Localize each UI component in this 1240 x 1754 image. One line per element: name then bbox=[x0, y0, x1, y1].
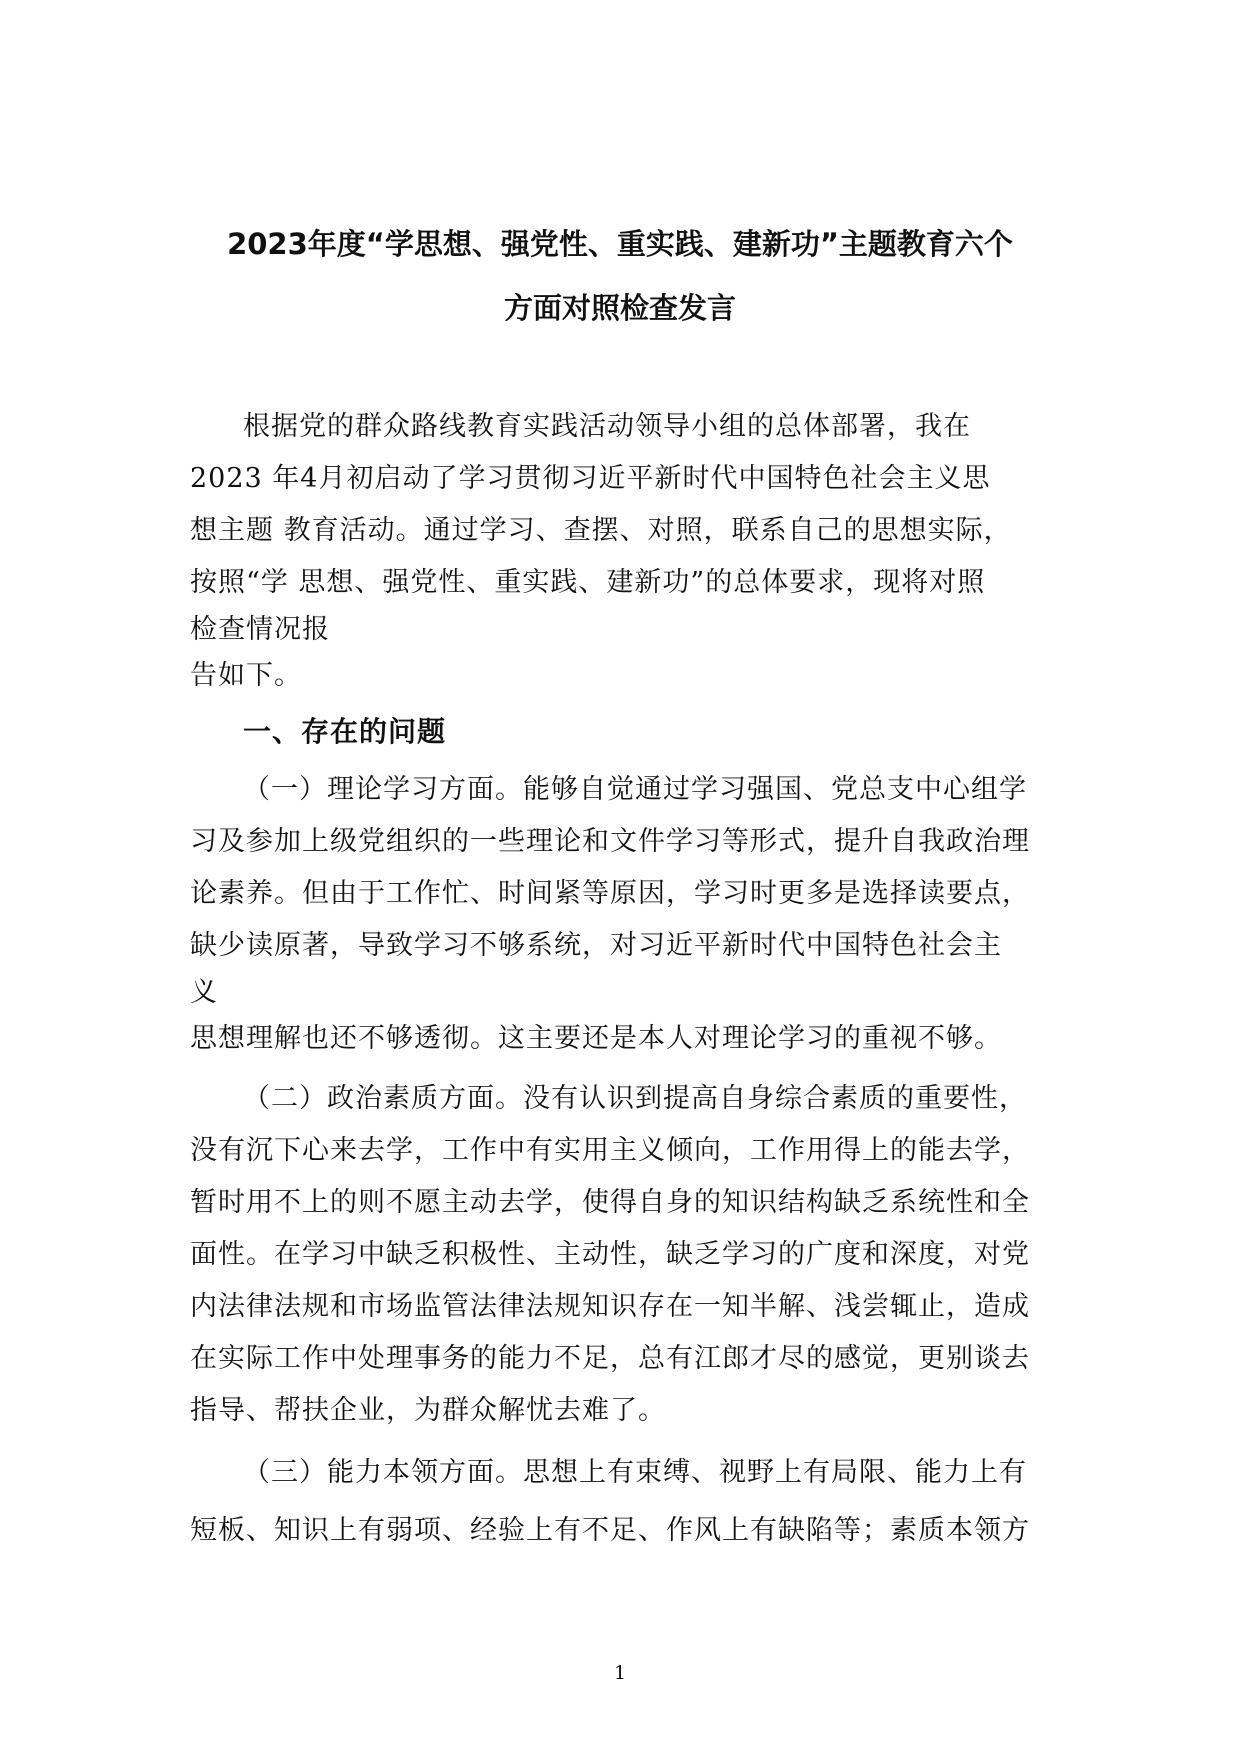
theory-study-line-6: 思想理解也还不够透彻。这主要还是本人对理论学习的重视不够。 bbox=[190, 1023, 1002, 1054]
theory-study-line-2: 习及参加上级党组织的一些理论和文件学习等形式，提升自我政治理 bbox=[190, 826, 1030, 857]
political-quality-line-6: 在实际工作中处理事务的能力不足，总有江郎才尽的感觉，更别谈去 bbox=[190, 1343, 1030, 1374]
section-heading: 一、存在的问题 bbox=[243, 715, 447, 748]
theory-study-line-1: （一）理论学习方面。能够自觉通过学习强国、党总支中心组学 bbox=[243, 774, 1027, 805]
ability-line-1: （三）能力本领方面。思想上有束缚、视野上有局限、能力上有 bbox=[243, 1457, 1027, 1488]
intro-line-6: 告如下。 bbox=[190, 660, 302, 691]
intro-line-4: 按照“学 思想、强党性、重实践、建新功”的总体要求，现将对照 bbox=[190, 567, 986, 598]
intro-line-2: 2023 年4月初启动了学习贯彻习近平新时代中国特色社会主义思 bbox=[190, 463, 991, 494]
page-number: 1 bbox=[613, 1662, 627, 1684]
political-quality-line-3: 暂时用不上的则不愿主动去学，使得自身的知识结构缺乏系统性和全 bbox=[190, 1187, 1030, 1218]
ability-line-2: 短板、知识上有弱项、经验上有不足、作风上有缺陷等；素质本领方 bbox=[190, 1515, 1030, 1546]
document-title-line-2: 方面对照检查发言 bbox=[503, 291, 736, 325]
theory-study-line-3: 论素养。但由于工作忙、时间紧等原因，学习时更多是选择读要点， bbox=[190, 878, 1030, 909]
theory-study-line-4: 缺少读原著，导致学习不够系统，对习近平新时代中国特色社会主 bbox=[190, 930, 1002, 961]
document-title-line-1: 2023年度“学思想、强党性、重实践、建新功”主题教育六个 bbox=[227, 227, 1013, 261]
intro-line-5: 检查情况报 bbox=[190, 614, 330, 645]
intro-line-1: 根据党的群众路线教育实践活动领导小组的总体部署，我在 bbox=[243, 411, 971, 442]
political-quality-line-5: 内法律法规和市场监管法律法规知识存在一知半解、浅尝辄止，造成 bbox=[190, 1291, 1030, 1322]
political-quality-line-1: （二）政治素质方面。没有认识到提高自身综合素质的重要性， bbox=[243, 1083, 1027, 1114]
political-quality-line-7: 指导、帮扶企业，为群众解忧去难了。 bbox=[190, 1395, 666, 1426]
intro-line-3: 想主题 教育活动。通过学习、查摆、对照，联系自己的思想实际， bbox=[190, 515, 1012, 546]
political-quality-line-2: 没有沉下心来去学，工作中有实用主义倾向，工作用得上的能去学， bbox=[190, 1135, 1030, 1166]
political-quality-line-4: 面性。在学习中缺乏积极性、主动性，缺乏学习的广度和深度，对党 bbox=[190, 1239, 1030, 1270]
theory-study-line-5: 义 bbox=[190, 977, 218, 1008]
